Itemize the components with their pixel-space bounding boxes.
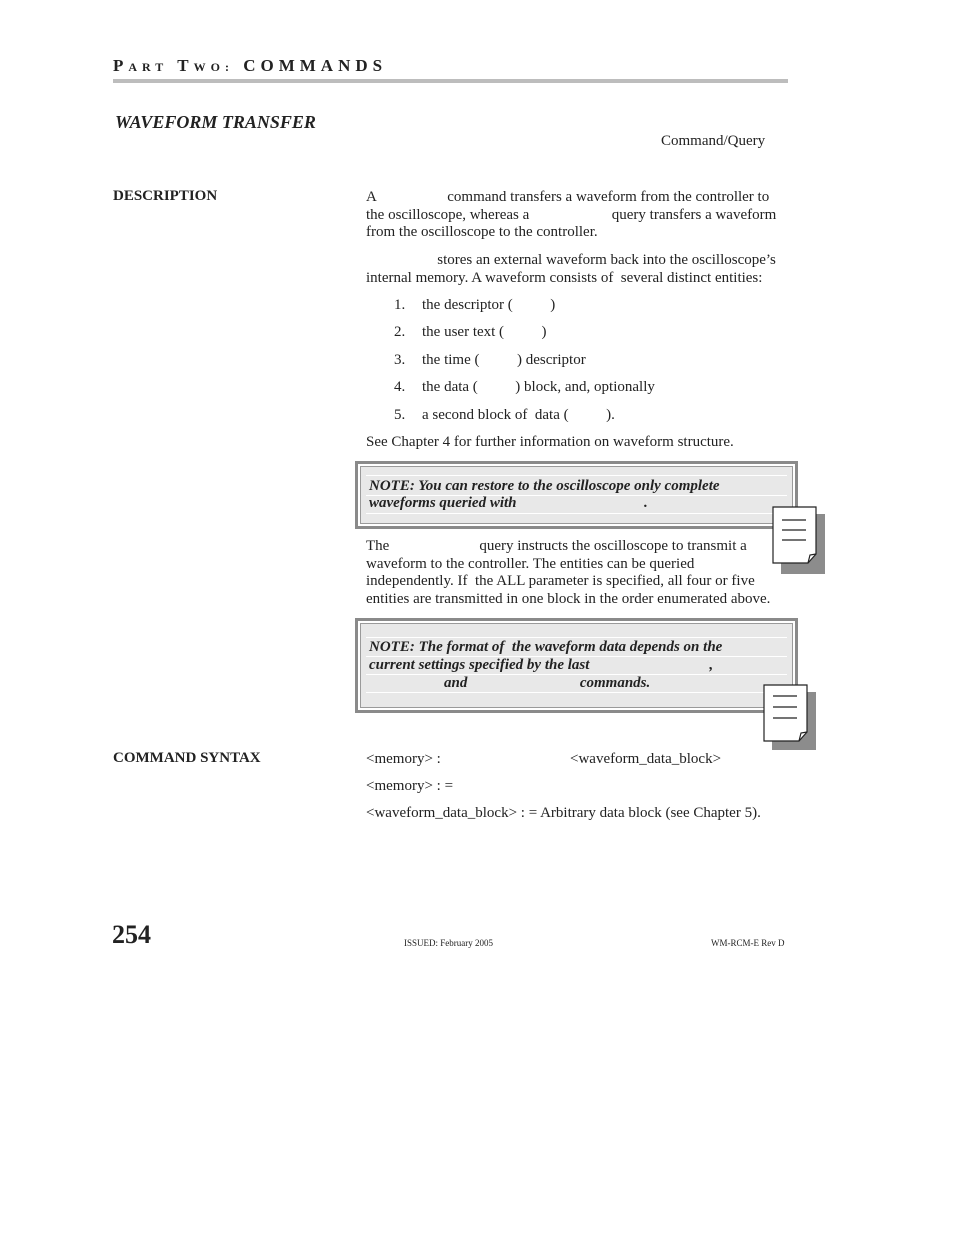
part-header xyxy=(113,56,387,76)
para1-line: A command transfers a waveform from the controller to xyxy=(366,189,770,205)
list-item: the user text ( ) xyxy=(422,324,547,340)
note2-line: current settings specified by the last , xyxy=(369,657,714,673)
para3-line: The query instructs the oscilloscope to transmit a xyxy=(366,538,747,554)
note-rule xyxy=(366,637,787,638)
command-type: Command/Query xyxy=(661,133,766,149)
note-box-1 xyxy=(355,461,798,529)
list-item: the data ( ) block, and, optionally xyxy=(422,379,655,395)
syntax-memory-def: <memory> : = xyxy=(366,778,454,794)
note1-line: waveforms queried with . xyxy=(369,495,648,511)
two-rest: WO: xyxy=(193,60,234,74)
note-rule xyxy=(366,513,787,514)
list-item-number: 5. xyxy=(394,407,406,423)
list-item: a second block of data ( ). xyxy=(422,407,615,423)
note2-line: and commands. xyxy=(369,675,651,691)
note-box-2 xyxy=(355,618,798,713)
section-title: WAVEFORM TRANSFER xyxy=(115,112,316,132)
note1-line: NOTE: You can restore to the oscilloscope only complete xyxy=(369,478,720,494)
header-rule xyxy=(113,79,788,83)
note2-line: NOTE: The format of the waveform data depends on the xyxy=(369,639,723,655)
document-id: WM-RCM-E Rev D xyxy=(711,938,785,948)
para1-line: the oscilloscope, whereas a query transfers a waveform xyxy=(366,207,777,223)
two-letter: T xyxy=(177,56,194,75)
note-rule xyxy=(366,692,787,693)
para3-line: waveform to the controller. The entities can be queried xyxy=(366,556,695,572)
note-document-icon xyxy=(772,506,818,564)
page-number: 254 xyxy=(112,920,151,949)
syntax-waveform-block: <waveform_data_block> xyxy=(570,751,722,767)
list-item-number: 4. xyxy=(394,379,406,395)
note-rule xyxy=(366,475,787,476)
list-item: the time ( ) descriptor xyxy=(422,352,586,368)
para2-line: internal memory. A waveform consists of several distinct entities: xyxy=(366,270,763,286)
para2-line: stores an external waveform back into the oscilloscope’s xyxy=(366,252,776,268)
see-chapter-text: See Chapter 4 for further information on waveform structure. xyxy=(366,434,734,450)
syntax-block-def: <waveform_data_block> : = Arbitrary data block (see Chapter 5). xyxy=(366,805,761,821)
syntax-memory: <memory> : xyxy=(366,751,441,767)
list-item-number: 1. xyxy=(394,297,406,313)
note-document-icon xyxy=(763,684,809,742)
part-rest: ART xyxy=(128,60,169,74)
commands-word: COMMANDS xyxy=(243,56,388,75)
description-label: DESCRIPTION xyxy=(113,188,218,204)
list-item-number: 2. xyxy=(394,324,406,340)
para3-line: independently. If the ALL parameter is specified, all four or five xyxy=(366,573,755,589)
part-letter: P xyxy=(113,56,129,75)
para3-line: entities are transmitted in one block in the order enumerated above. xyxy=(366,591,771,607)
issued-date: ISSUED: February 2005 xyxy=(404,938,493,948)
command-syntax-label: COMMAND SYNTAX xyxy=(113,750,261,766)
list-item-number: 3. xyxy=(394,352,406,368)
list-item: the descriptor ( ) xyxy=(422,297,556,313)
para1-line: from the oscilloscope to the controller. xyxy=(366,224,598,240)
